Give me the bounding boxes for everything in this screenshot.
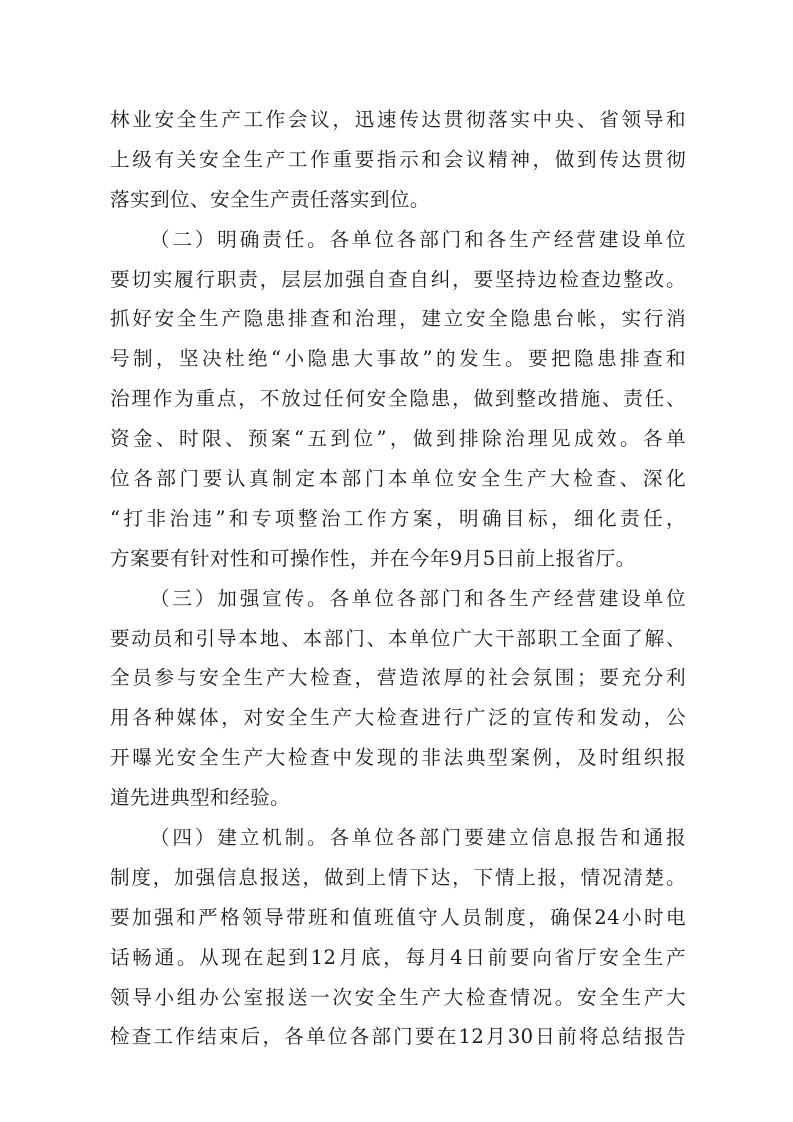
text-line: 话畅通。从现在起到12月底，每月4日前要向省厅安全生产 (110, 945, 686, 969)
text-line: 用各种媒体，对安全生产大检查进行广泛的宣传和发动，公 (110, 706, 686, 730)
text-line: 要切实履行职责，层层加强自查自纠，要坚持边检查边整改。 (110, 267, 686, 291)
text-line: 要加强和严格领导带班和值班值守人员制度，确保24小时电 (110, 905, 686, 929)
text-line: 抓好安全生产隐患排查和治理，建立安全隐患台帐，实行消 (110, 307, 686, 331)
body-text (110, 100, 686, 1057)
text-line: 开曝光安全生产大检查中发现的非法典型案例，及时组织报 (110, 746, 686, 770)
text-line: 号制，坚决杜绝“小隐患大事故”的发生。要把隐患排查和 (110, 347, 686, 371)
section-heading-line: （四）建立机制。各单位各部门要建立信息报告和通报 (150, 826, 686, 850)
text-line: 资金、时限、预案“五到位”，做到排除治理见成效。各单 (110, 427, 686, 451)
text-line: 道先进典型和经验。 (110, 786, 290, 810)
text-line: “打非治违”和专项整治工作方案，明确目标，细化责任， (110, 506, 686, 530)
text-line: 位各部门要认真制定本部门本单位安全生产大检查、深化 (110, 467, 686, 491)
text-line: 制度，加强信息报送，做到上情下达，下情上报，情况清楚。 (110, 865, 686, 889)
text-line: 要动员和引导本地、本部门、本单位广大干部职工全面了解、 (110, 626, 686, 650)
text-line: 治理作为重点，不放过任何安全隐患，做到整改措施、责任、 (110, 387, 686, 411)
text-line: 林业安全生产工作会议，迅速传达贯彻落实中央、省领导和 (110, 108, 686, 131)
text-line: 方案要有针对性和可操作性，并在今年9月5日前上报省厅。 (110, 546, 636, 570)
section-heading-line: （三）加强宣传。各单位各部门和各生产经营建设单位 (150, 586, 686, 610)
text-line: 上级有关安全生产工作重要指示和会议精神，做到传达贯彻 (110, 147, 686, 171)
text-line: 全员参与安全生产大检查，营造浓厚的社会氛围；要充分利 (110, 666, 686, 690)
text-line: 落实到位、安全生产责任落实到位。 (110, 187, 430, 211)
text-line: 检查工作结束后，各单位各部门要在12月30日前将总结报告 (110, 1025, 686, 1049)
section-heading-line: （二）明确责任。各单位各部门和各生产经营建设单位 (150, 227, 686, 251)
text-line: 领导小组办公室报送一次安全生产大检查情况。安全生产大 (110, 985, 686, 1009)
